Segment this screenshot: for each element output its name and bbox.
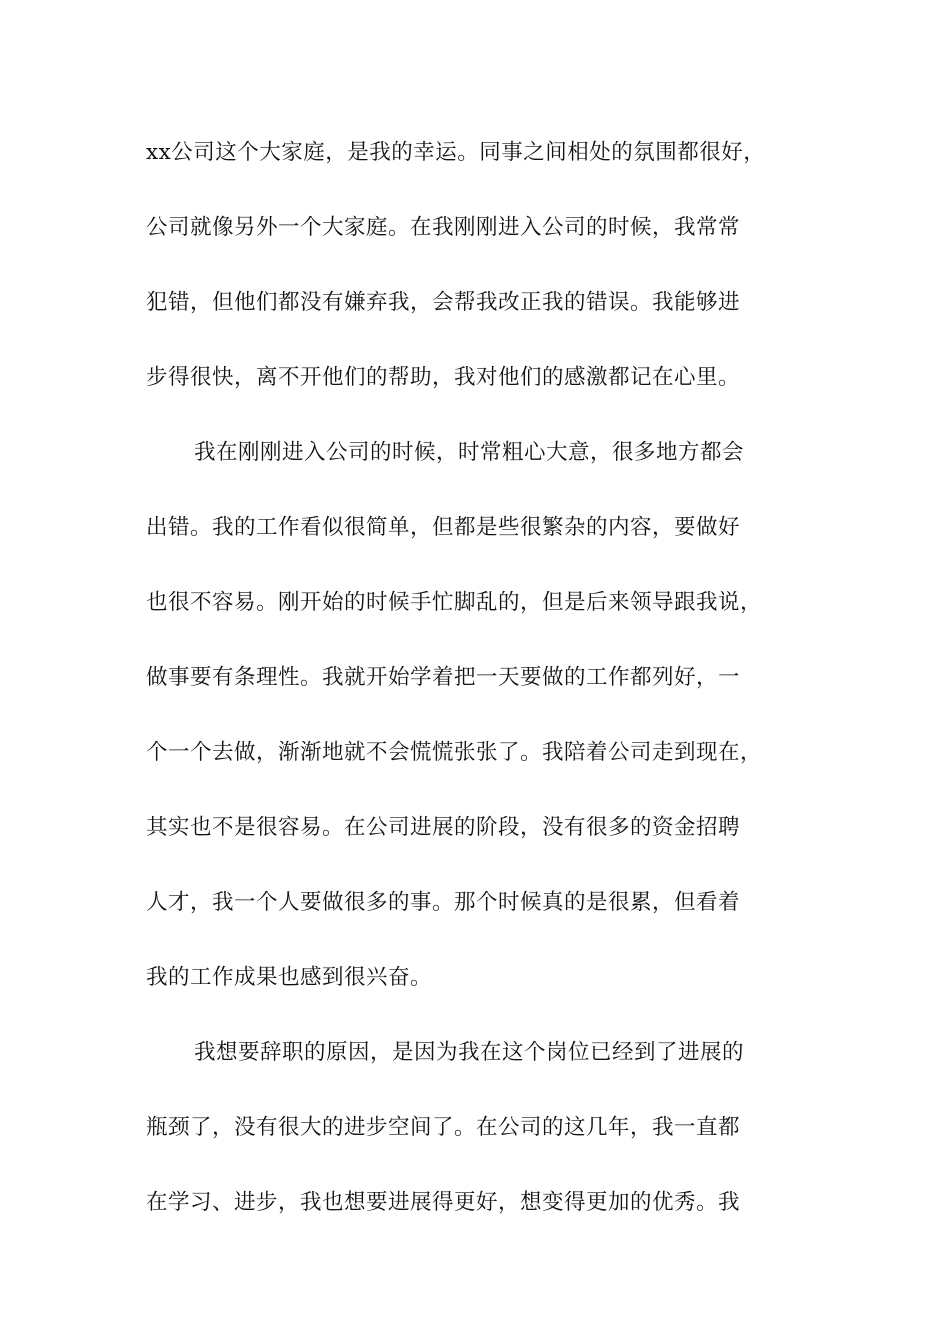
text-line: 做事要有条理性。我就开始学着把一天要做的工作都列好，一: [146, 665, 741, 690]
paragraph-start-line: 我在刚刚进入公司的时候，时常粗心大意，很多地方都会: [194, 440, 745, 465]
text-line: 犯错，但他们都没有嫌弃我，会帮我改正我的错误。我能够进: [146, 290, 741, 315]
text-line: 也很不容易。刚开始的时候手忙脚乱的，但是后来领导跟我说，: [146, 590, 763, 615]
paragraph-start-line: 我想要辞职的原因，是因为我在这个岗位已经到了进展的: [194, 1040, 745, 1065]
text-line: 在学习、进步，我也想要进展得更好，想变得更加的优秀。我: [146, 1190, 741, 1215]
text-line: 个一个去做，渐渐地就不会慌慌张张了。我陪着公司走到现在，: [146, 740, 763, 765]
text-line: 我的工作成果也感到很兴奋。: [146, 965, 433, 990]
text-line: 其实也不是很容易。在公司进展的阶段，没有很多的资金招聘: [146, 815, 741, 840]
text-line: xx公司这个大家庭，是我的幸运。同事之间相处的氛围都很好，: [146, 140, 766, 165]
text-line: 出错。我的工作看似很简单，但都是些很繁杂的内容，要做好: [146, 515, 741, 540]
text-line: 瓶颈了，没有很大的进步空间了。在公司的这几年，我一直都: [146, 1115, 741, 1140]
body-text: [146, 133, 836, 1258]
text-line: 公司就像另外一个大家庭。在我刚刚进入公司的时候，我常常: [146, 215, 741, 240]
text-line: 人才，我一个人要做很多的事。那个时候真的是很累，但看着: [146, 890, 741, 915]
text-line: 步得很快，离不开他们的帮助，我对他们的感激都记在心里。: [146, 365, 741, 390]
